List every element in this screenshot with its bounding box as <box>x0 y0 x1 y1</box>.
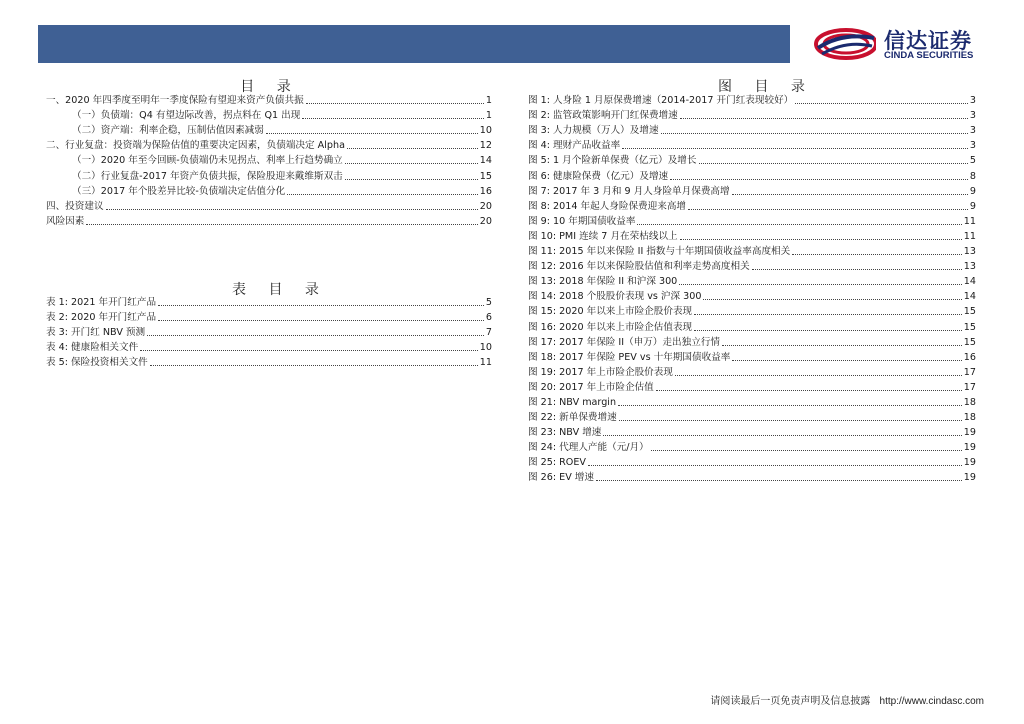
figure-toc-entry-label: 图 12: 2016 年以来保险股估值和利率走势高度相关 <box>528 261 750 273</box>
contents-entry-label: （三）2017 年个股差异比较-负债端决定估值分化 <box>72 185 286 197</box>
contents-entry[interactable] <box>46 92 492 107</box>
figure-toc-entry-label: 图 21: NBV margin <box>528 396 617 408</box>
contents-entry[interactable] <box>46 213 492 228</box>
figure-toc-entry-page: 14 <box>963 291 976 303</box>
dot-leader <box>147 335 484 336</box>
figure-toc-entry-page: 15 <box>963 306 976 318</box>
dot-leader <box>732 194 968 195</box>
figure-toc-entry-page: 14 <box>963 276 976 288</box>
figure-toc-entry-page: 19 <box>963 442 976 454</box>
contents-entry-label: （一）负债端：Q4 有望边际改善，拐点料在 Q1 出现 <box>72 110 301 122</box>
figure-toc-entry-page: 13 <box>963 261 976 273</box>
table-toc-entry-page: 6 <box>485 312 492 324</box>
dot-leader <box>661 133 968 134</box>
figure-toc-entry[interactable] <box>528 92 976 107</box>
figure-toc-entry-label: 图 3: 人力规模（万人）及增速 <box>528 125 659 137</box>
table-toc-entry-label: 表 4: 健康险相关文件 <box>46 342 139 354</box>
figure-toc-entry-label: 图 4: 理财产品收益率 <box>528 140 621 152</box>
footer-disclaimer: 请阅读最后一页免责声明及信息披露 <box>710 696 871 707</box>
table-toc-entry-page: 5 <box>485 297 492 309</box>
dot-leader <box>656 390 962 391</box>
figure-toc-entry-label: 图 15: 2020 年以来上市险企股价表现 <box>528 306 693 318</box>
contents-entry-label: （一）2020 年至今回顾-负债端仍未见拐点、利率上行趋势确立 <box>72 155 343 167</box>
figure-toc-entry-label: 图 24: 代理人产能（元/月） <box>528 442 649 454</box>
figure-toc-entry-page: 16 <box>963 351 976 363</box>
figure-toc-entry-page: 13 <box>963 246 976 258</box>
figures-toc-title: 图 目 录 <box>718 79 814 95</box>
dot-leader <box>732 360 961 361</box>
figure-toc-entry-page: 19 <box>963 472 976 484</box>
figures-toc-list <box>528 92 976 484</box>
dot-leader <box>694 314 962 315</box>
dot-leader <box>106 209 478 210</box>
figure-toc-entry[interactable] <box>528 454 976 469</box>
table-toc-entry[interactable] <box>46 294 492 309</box>
figure-toc-entry[interactable] <box>528 364 976 379</box>
table-toc-entry[interactable] <box>46 354 492 369</box>
figure-toc-entry-page: 18 <box>963 396 976 408</box>
dot-leader <box>618 405 962 406</box>
table-toc-entry[interactable] <box>46 339 492 354</box>
figure-toc-entry-page: 15 <box>963 336 976 348</box>
figure-toc-entry-label: 图 20: 2017 年上市险企估值 <box>528 381 654 393</box>
figure-toc-entry-label: 图 23: NBV 增速 <box>528 427 602 439</box>
dot-leader <box>752 269 962 270</box>
figure-toc-entry-page: 19 <box>963 427 976 439</box>
figure-toc-entry[interactable] <box>528 394 976 409</box>
contents-entry-page: 15 <box>479 170 492 182</box>
dot-leader <box>675 375 962 376</box>
dot-leader <box>680 239 962 240</box>
figure-toc-entry[interactable] <box>528 258 976 273</box>
logo-name-en: CINDA SECURITIES <box>884 50 974 61</box>
table-toc-entry-page: 7 <box>485 327 492 339</box>
figure-toc-entry-page: 11 <box>963 230 976 242</box>
dot-leader <box>670 179 968 180</box>
dot-leader <box>619 420 962 421</box>
dot-leader <box>688 209 968 210</box>
figure-toc-entry[interactable] <box>528 318 976 333</box>
figure-toc-entry-label: 图 6: 健康险保费（亿元）及增速 <box>528 170 669 182</box>
dot-leader <box>694 330 962 331</box>
table-toc-entry[interactable] <box>46 309 492 324</box>
table-toc-entry-page: 11 <box>479 357 492 369</box>
dot-leader <box>622 148 968 149</box>
contents-entry-label: 二、行业复盘：投资端为保险估值的重要决定因素，负债端决定 Alpha <box>46 140 345 152</box>
figure-toc-entry-label: 图 11: 2015 年以来保险 II 指数与十年期国债收益率高度相关 <box>528 246 791 258</box>
figure-toc-entry-label: 图 19: 2017 年上市险企股价表现 <box>528 366 673 378</box>
figure-toc-entry[interactable] <box>528 243 976 258</box>
table-toc-entry-label: 表 3: 开门红 NBV 预测 <box>46 327 146 339</box>
figure-toc-entry-page: 5 <box>969 155 976 167</box>
figure-toc-entry-label: 图 18: 2017 年保险 PEV vs 十年期国债收益率 <box>528 351 731 363</box>
figure-toc-entry-label: 图 13: 2018 年保险 II 和沪深 300 <box>528 276 678 288</box>
dot-leader <box>651 450 962 451</box>
contents-entry[interactable] <box>46 137 492 152</box>
figure-toc-entry[interactable] <box>528 379 976 394</box>
dot-leader <box>795 103 968 104</box>
contents-entry-page: 1 <box>485 110 492 122</box>
contents-entry[interactable] <box>46 122 492 137</box>
figure-toc-entry[interactable] <box>528 424 976 439</box>
figure-toc-entry[interactable] <box>528 137 976 152</box>
figure-toc-entry[interactable] <box>528 152 976 167</box>
figure-toc-entry-label: 图 2: 监管政策影响开门红保费增速 <box>528 110 678 122</box>
figure-toc-entry-page: 3 <box>969 125 976 137</box>
figure-toc-entry[interactable] <box>528 167 976 182</box>
figure-toc-entry-page: 17 <box>963 381 976 393</box>
contents-entry-page: 14 <box>479 155 492 167</box>
figure-toc-entry[interactable] <box>528 198 976 213</box>
figure-toc-entry-label: 图 25: ROEV <box>528 457 586 469</box>
figure-toc-entry-page: 3 <box>969 95 976 107</box>
dot-leader <box>86 224 477 225</box>
contents-entry-page: 20 <box>479 215 492 227</box>
figure-toc-entry[interactable] <box>528 469 976 484</box>
figure-toc-entry[interactable] <box>528 288 976 303</box>
dot-leader <box>158 320 484 321</box>
contents-entry-label: 四、投资建议 <box>46 200 104 212</box>
figure-toc-entry-page: 19 <box>963 457 976 469</box>
figure-toc-entry[interactable] <box>528 334 976 349</box>
dot-leader <box>679 284 962 285</box>
dot-leader <box>703 299 961 300</box>
contents-list <box>46 92 492 228</box>
dot-leader <box>699 163 968 164</box>
logo-name-cn: 信达证券 <box>884 29 972 53</box>
table-toc-entry-label: 表 1: 2021 年开门红产品 <box>46 297 157 309</box>
contents-entry-page: 20 <box>479 200 492 212</box>
contents-entry-page: 10 <box>479 125 492 137</box>
dot-leader <box>588 465 962 466</box>
figure-toc-entry-label: 图 5: 1 月个险新单保费（亿元）及增长 <box>528 155 697 167</box>
dot-leader <box>596 480 962 481</box>
figure-toc-entry-page: 9 <box>969 200 976 212</box>
figure-toc-entry-page: 3 <box>969 110 976 122</box>
dot-leader <box>150 365 478 366</box>
logo-mark-icon <box>812 24 876 64</box>
figure-toc-entry[interactable] <box>528 349 976 364</box>
dot-leader <box>158 305 484 306</box>
tables-toc-title: 表 目 录 <box>232 282 328 298</box>
figure-toc-entry-page: 8 <box>969 170 976 182</box>
contents-entry-label: 一、2020 年四季度至明年一季度保险有望迎来资产负债共振 <box>46 95 304 107</box>
figure-toc-entry-label: 图 9: 10 年期国债收益率 <box>528 215 636 227</box>
figure-toc-entry-label: 图 16: 2020 年以来上市险企估值表现 <box>528 321 693 333</box>
table-toc-entry-label: 表 2: 2020 年开门红产品 <box>46 312 157 324</box>
contents-entry[interactable] <box>46 198 492 213</box>
table-toc-entry-page: 10 <box>479 342 492 354</box>
figure-toc-entry-page: 9 <box>969 185 976 197</box>
figure-toc-entry-label: 图 7: 2017 年 3 月和 9 月人身险单月保费高增 <box>528 185 730 197</box>
contents-entry[interactable] <box>46 107 492 122</box>
figure-toc-entry[interactable] <box>528 303 976 318</box>
figure-toc-entry-label: 图 26: EV 增速 <box>528 472 594 484</box>
contents-entry-label: （二）资产端：利率企稳，压制估值因素减弱 <box>72 125 264 137</box>
contents-entry-label: 风险因素 <box>46 215 85 227</box>
dot-leader <box>722 345 962 346</box>
figure-toc-entry[interactable] <box>528 213 976 228</box>
dot-leader <box>345 163 478 164</box>
contents-entry[interactable] <box>46 152 492 167</box>
dot-leader <box>347 148 478 149</box>
table-toc-entry[interactable] <box>46 324 492 339</box>
tables-toc-list <box>46 294 492 369</box>
footer <box>704 692 984 707</box>
figure-toc-entry-page: 3 <box>969 140 976 152</box>
contents-entry-label: （二）行业复盘-2017 年资产负债共振，保险股迎来戴维斯双击 <box>72 170 343 182</box>
dot-leader <box>287 194 478 195</box>
contents-title: 目 录 <box>240 79 300 95</box>
figure-toc-entry[interactable] <box>528 409 976 424</box>
company-logo <box>812 24 992 64</box>
contents-entry[interactable] <box>46 183 492 198</box>
dot-leader <box>306 103 484 104</box>
contents-entry-page: 1 <box>485 95 492 107</box>
figure-toc-entry-page: 17 <box>963 366 976 378</box>
table-toc-entry-label: 表 5: 保险投资相关文件 <box>46 357 148 369</box>
figure-toc-entry-page: 18 <box>963 412 976 424</box>
dot-leader <box>792 254 962 255</box>
contents-entry-page: 12 <box>479 140 492 152</box>
figure-toc-entry[interactable] <box>528 107 976 122</box>
dot-leader <box>637 224 961 225</box>
header-bar <box>38 25 790 63</box>
figure-toc-entry[interactable] <box>528 228 976 243</box>
figure-toc-entry-label: 图 22: 新单保费增速 <box>528 412 617 424</box>
figure-toc-entry-page: 15 <box>963 321 976 333</box>
figure-toc-entry-label: 图 10: PMI 连续 7 月在荣枯线以上 <box>528 230 678 242</box>
dot-leader <box>302 118 484 119</box>
footer-url[interactable]: http://www.cindasc.com <box>879 696 984 707</box>
dot-leader <box>140 350 478 351</box>
figure-toc-entry[interactable] <box>528 183 976 198</box>
figure-toc-entry-label: 图 8: 2014 年起人身险保费迎来高增 <box>528 200 687 212</box>
contents-entry-page: 16 <box>479 185 492 197</box>
dot-leader <box>266 133 478 134</box>
figure-toc-entry[interactable] <box>528 273 976 288</box>
figure-toc-entry-label: 图 1: 人身险 1 月原保费增速（2014-2017 开门红表现较好） <box>528 95 794 107</box>
dot-leader <box>603 435 961 436</box>
dot-leader <box>345 179 478 180</box>
figure-toc-entry-page: 11 <box>963 215 976 227</box>
figure-toc-entry[interactable] <box>528 122 976 137</box>
dot-leader <box>680 118 968 119</box>
figure-toc-entry-label: 图 17: 2017 年保险 II（申万）走出独立行情 <box>528 336 721 348</box>
figure-toc-entry-label: 图 14: 2018 个股股价表现 vs 沪深 300 <box>528 291 702 303</box>
figure-toc-entry[interactable] <box>528 439 976 454</box>
contents-entry[interactable] <box>46 167 492 182</box>
